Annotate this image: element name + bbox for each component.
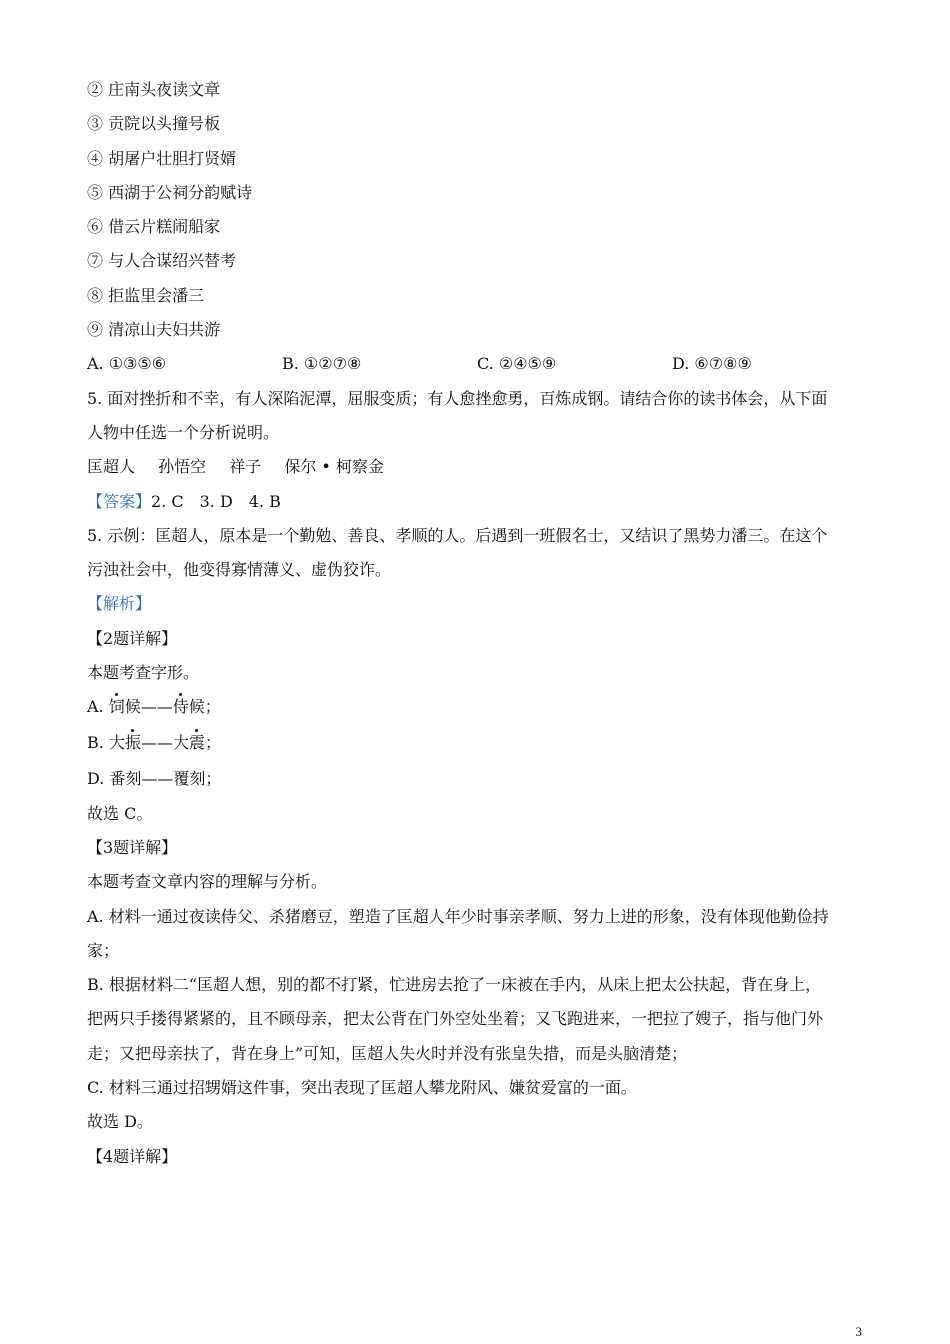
text-segment: ——大 <box>140 733 189 753</box>
option-a: A. ①③⑤⑥ <box>87 354 167 374</box>
q2-conclusion: 故选 C。 <box>87 803 153 823</box>
q3-option-b-line3: 走；又把母亲扶了，背在身上”可知，匡超人失火时并没有张皇失措，而是头脑清楚； <box>87 1043 688 1063</box>
example-line1: 5. 示例：匡超人，原本是一个勤勉、善良、孝顺的人。后遇到一班假名士，又结识了黑势力潘三。在这个 <box>87 525 828 545</box>
answer-line <box>87 490 867 514</box>
q5-names <box>87 455 867 479</box>
list-item: ② 庄南头夜读文章 <box>87 80 221 99</box>
text-segment: A. <box>87 697 109 717</box>
text-segment: 候—— <box>124 697 173 717</box>
text-segment: B. 大 <box>87 733 125 753</box>
option-b: B. ①②⑦⑧ <box>282 354 362 374</box>
name-pavel: 保尔 • 柯察金 <box>284 457 384 477</box>
list-item: ⑤ 西湖于公祠分韵赋诗 <box>87 182 253 202</box>
q3-title: 【3题详解】 <box>87 837 178 857</box>
emphasis-dot-char: 震 <box>189 731 205 755</box>
emphasis-dot-char: 侍 <box>173 695 189 719</box>
name-sun-wukong: 孙悟空 <box>158 457 207 477</box>
name-kuang-chaoren: 匡超人 <box>87 457 136 477</box>
q3-option-a-line2: 家； <box>87 940 120 960</box>
q3-intro: 本题考查文章内容的理解与分析。 <box>87 872 328 892</box>
example-line2: 污浊社会中，他变得寡情薄义、虚伪狡诈。 <box>87 560 392 580</box>
emphasis-dot-char: 饲 <box>109 695 125 719</box>
analysis-line <box>87 592 867 616</box>
answer-tag: 【答案】 <box>87 491 152 511</box>
emphasis-dot-char: 振 <box>125 731 141 755</box>
page-number: 3 <box>855 1324 862 1339</box>
list-item: ⑨ 清凉山夫妇共游 <box>87 320 221 340</box>
list-item: ⑦ 与人合谋绍兴替考 <box>87 251 237 271</box>
q3-option-b-line2: 把两只手搂得紧紧的，且不顾母亲，把太公背在门外空处坐着；又飞跑进来，一把拉了嫂子，指与他门外 <box>87 1009 824 1029</box>
analysis-tag: 【解析】 <box>87 594 152 614</box>
option-d: D. ⑥⑦⑧⑨ <box>672 354 752 374</box>
q5-question-line1: 5. 面对挫折和不幸，有人深陷泥潭，屈服变质；有人愈挫愈勇，百炼成钢。请结合你的读书体会，从下面 <box>87 388 828 408</box>
q2-option-b <box>87 731 867 755</box>
text-segment: 候； <box>188 697 221 717</box>
text-segment: ； <box>204 733 221 753</box>
q5-question-line2: 人物中任选一个分析说明。 <box>87 422 280 442</box>
name-xiangzi: 祥子 <box>229 457 262 477</box>
q4-title: 【4题详解】 <box>87 1146 178 1166</box>
list-item: ⑥ 借云片糕闹船家 <box>87 217 221 237</box>
q3-conclusion: 故选 D。 <box>87 1112 153 1132</box>
answer-text: 2. C 3. D 4. B <box>151 491 281 511</box>
list-item: ③ 贡院以头撞号板 <box>87 114 221 134</box>
option-c: C. ②④⑤⑨ <box>477 354 557 374</box>
q2-option-d: D. 番刻——覆刻； <box>87 769 222 789</box>
q3-option-c: C. 材料三通过招甥婿这件事，突出表现了匡超人攀龙附风、嫌贫爱富的一面。 <box>87 1078 637 1098</box>
list-item: ④ 胡屠户壮胆打贤婿 <box>87 148 237 168</box>
q2-title: 【2题详解】 <box>87 628 178 648</box>
document-page <box>87 78 867 1179</box>
q2-intro: 本题考查字形。 <box>87 663 200 683</box>
q4-options <box>87 352 867 376</box>
q3-option-b-line1: B. 根据材料二“匡超人想，别的都不打紧，忙进房去抢了一床被在手内，从床上把太公扶起，背在身上， <box>87 975 822 995</box>
q2-option-a <box>87 695 867 719</box>
q3-option-a-line1: A. 材料一通过夜读侍父、杀猪磨豆，塑造了匡超人年少时事亲孝顺、努力上进的形象，没有体现他勤俭持 <box>87 906 829 926</box>
list-item: ⑧ 拒监里会潘三 <box>87 285 205 305</box>
